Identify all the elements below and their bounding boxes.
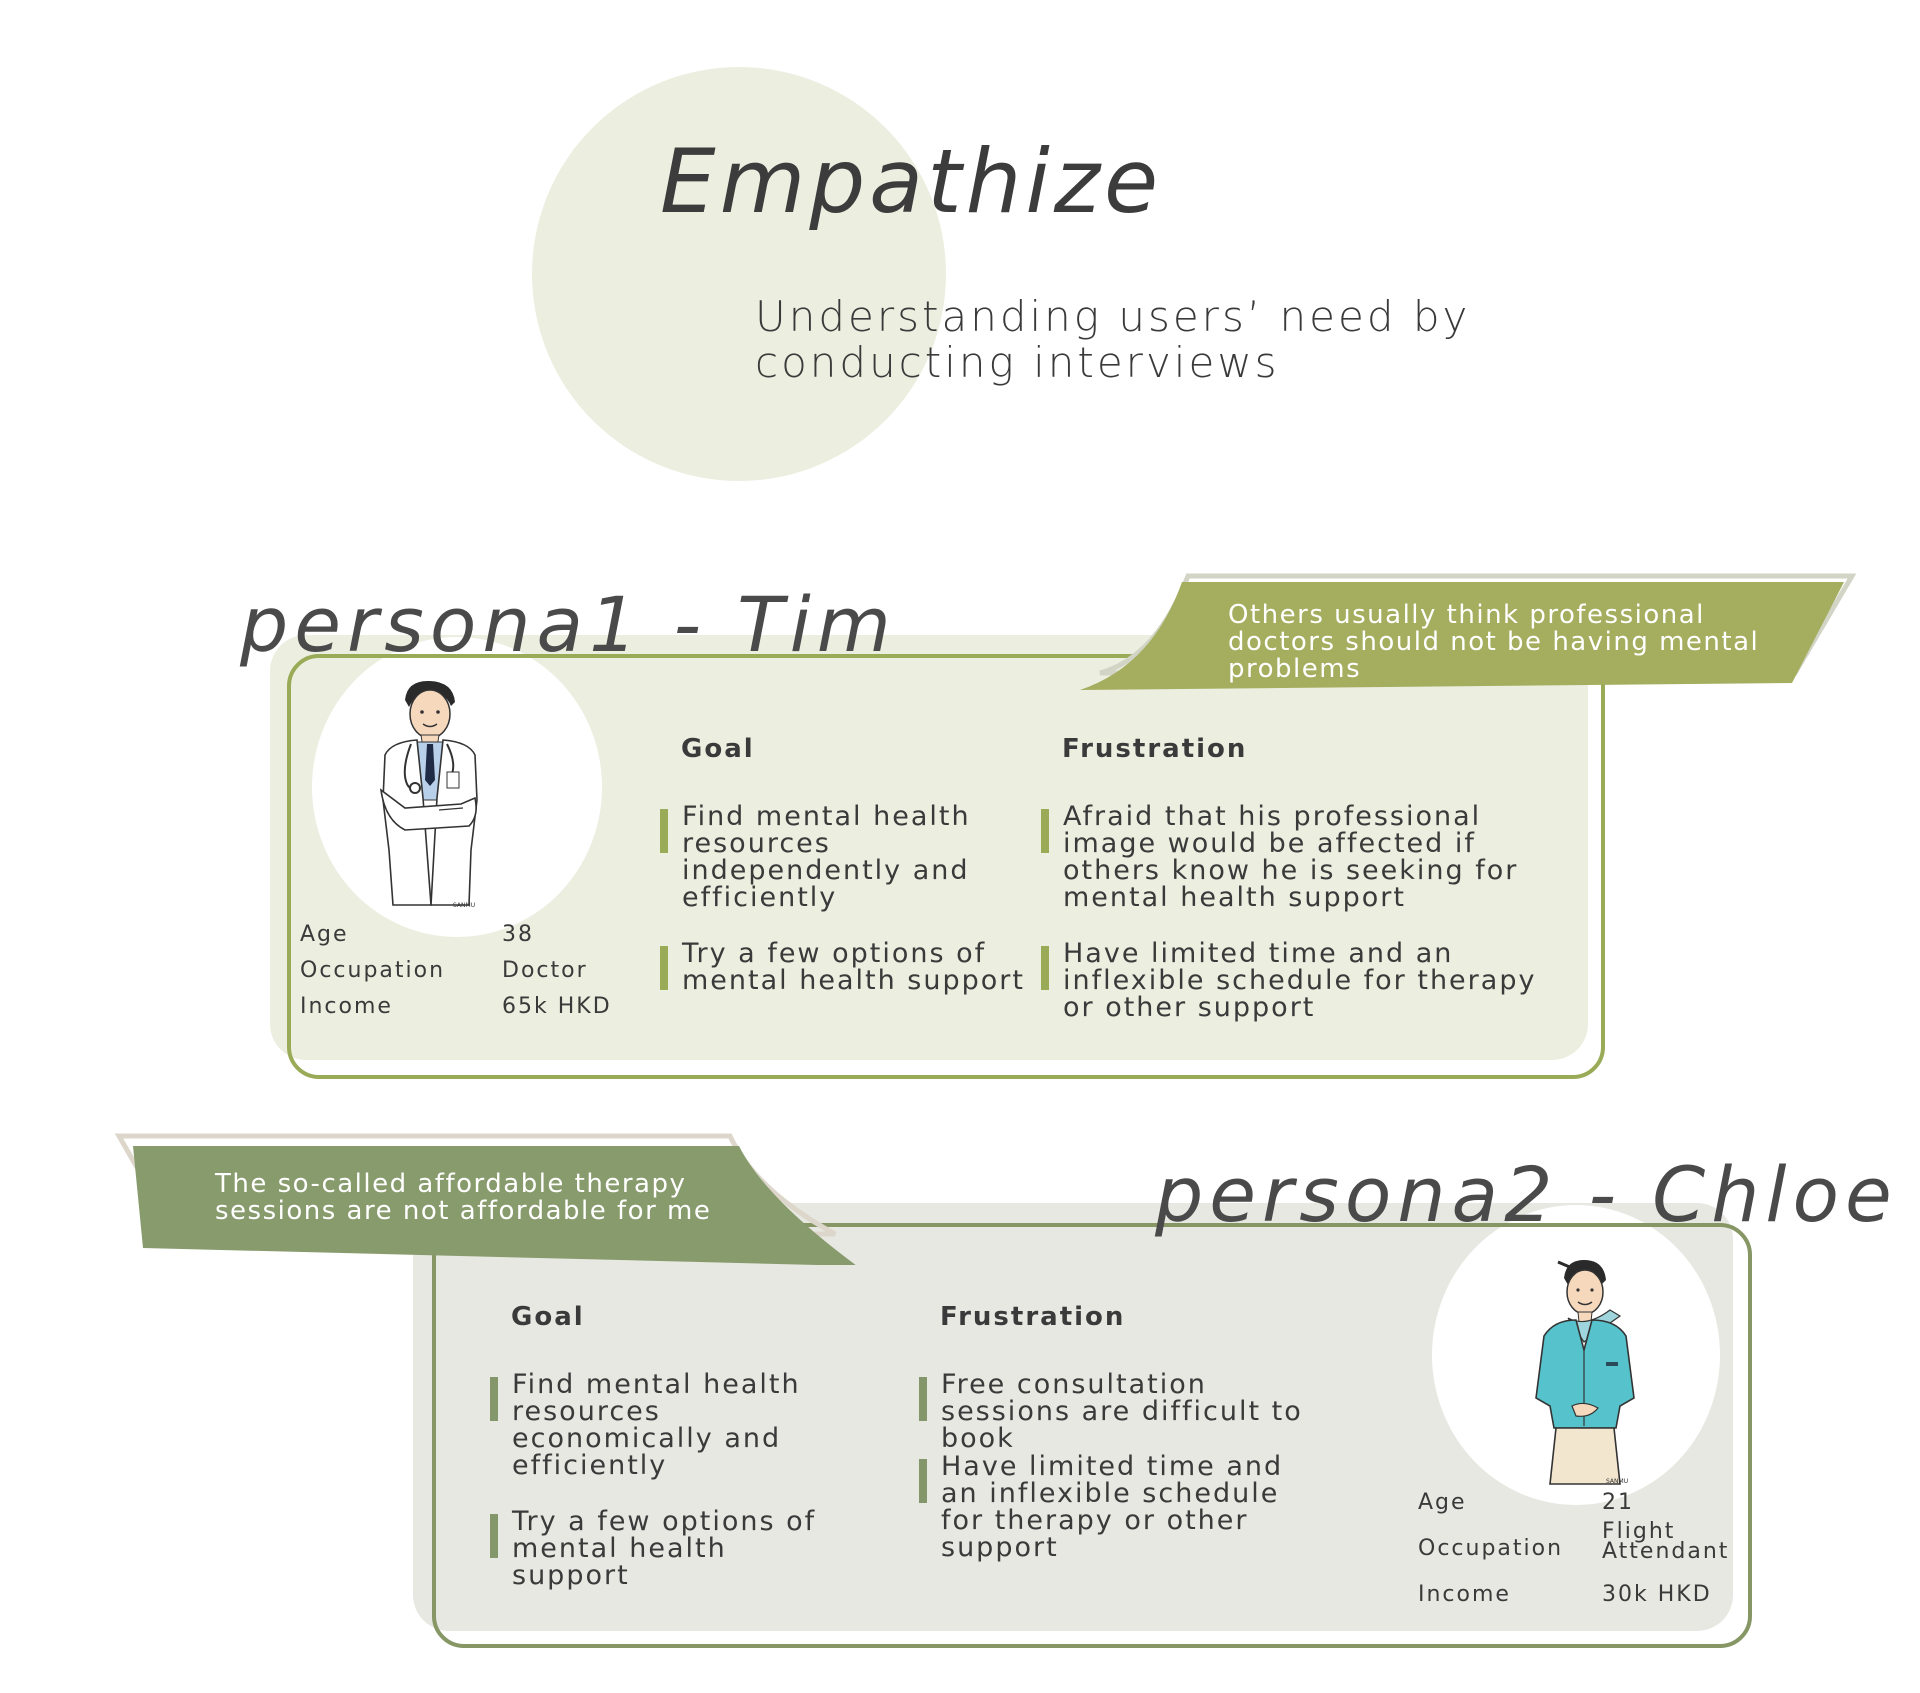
persona1-income-value: 65k HKD xyxy=(502,994,612,1019)
persona1-quote: Others usually think professional doctors should not be having mental problems xyxy=(1228,600,1760,684)
persona2-frustration-item xyxy=(919,1371,1319,1452)
persona1-frustration-item xyxy=(1041,803,1551,911)
persona2-income-label: Income xyxy=(1418,1582,1511,1607)
persona1-occupation-label: Occupation xyxy=(300,958,446,983)
page-subtitle: Understanding users’ need by conducting interviews xyxy=(755,292,1471,387)
persona1-income-label: Income xyxy=(300,994,393,1019)
persona1-frustration-text: Afraid that his professional image would be affected if others know he is seeking for mental health support xyxy=(1063,801,1519,913)
persona2-goal-text: Try a few options of mental health support xyxy=(512,1506,817,1591)
bullet-bar xyxy=(490,1377,498,1421)
doctor-signature: SANMU xyxy=(453,902,476,909)
bullet-bar xyxy=(1041,946,1049,990)
persona1-title: persona1 - Tim xyxy=(240,580,897,669)
persona1-age-label: Age xyxy=(300,922,349,947)
persona1-goal-text: Try a few options of mental health support xyxy=(682,938,1025,996)
persona1-goal-item xyxy=(660,803,1000,911)
bullet-bar xyxy=(660,946,668,990)
persona2-goal-heading: Goal xyxy=(511,1302,585,1332)
attendant-signature: SANMU xyxy=(1606,1478,1629,1485)
persona2-frustration-item xyxy=(919,1453,1319,1561)
persona2-frustration-text: Have limited time and an inflexible schedule for therapy or other support xyxy=(941,1451,1284,1563)
persona1-frustration-text: Have limited time and an inflexible schedule for therapy or other support xyxy=(1063,938,1537,1023)
doctor-illustration xyxy=(365,680,495,912)
bullet-bar xyxy=(490,1514,498,1558)
persona1-frustration-item xyxy=(1041,940,1561,1021)
persona1-occupation-value: Doctor xyxy=(502,958,588,983)
persona2-frustration-heading: Frustration xyxy=(940,1302,1126,1332)
persona2-frustration-text: Free consultation sessions are difficult to book xyxy=(941,1369,1303,1454)
persona2-quote: The so-called affordable therapy sessions are not affordable for me xyxy=(215,1169,712,1226)
persona2-goal-text: Find mental health resources economically and efficiently xyxy=(512,1369,801,1481)
persona2-occupation-label: Occupation xyxy=(1418,1536,1564,1561)
bullet-bar xyxy=(919,1459,927,1503)
persona2-goal-item xyxy=(490,1508,840,1589)
persona1-frustration-heading: Frustration xyxy=(1062,734,1248,764)
bullet-bar xyxy=(660,809,668,853)
persona2-occupation-value: Flight Attendant xyxy=(1602,1519,1730,1564)
persona2-goal-item xyxy=(490,1371,830,1479)
persona1-goal-item xyxy=(660,940,1030,994)
persona2-income-value: 30k HKD xyxy=(1602,1582,1712,1607)
bullet-bar xyxy=(1041,809,1049,853)
page-title: Empathize xyxy=(660,130,1163,233)
persona2-age-label: Age xyxy=(1418,1490,1467,1515)
flight-attendant-illustration xyxy=(1520,1258,1648,1486)
bullet-bar xyxy=(919,1377,927,1421)
persona1-age-value: 38 xyxy=(502,922,534,947)
persona1-goal-heading: Goal xyxy=(681,734,755,764)
persona2-title: persona2 - Chloe xyxy=(1155,1150,1898,1239)
persona2-age-value: 21 xyxy=(1602,1490,1634,1515)
persona1-goal-text: Find mental health resources independently and efficiently xyxy=(682,801,971,913)
